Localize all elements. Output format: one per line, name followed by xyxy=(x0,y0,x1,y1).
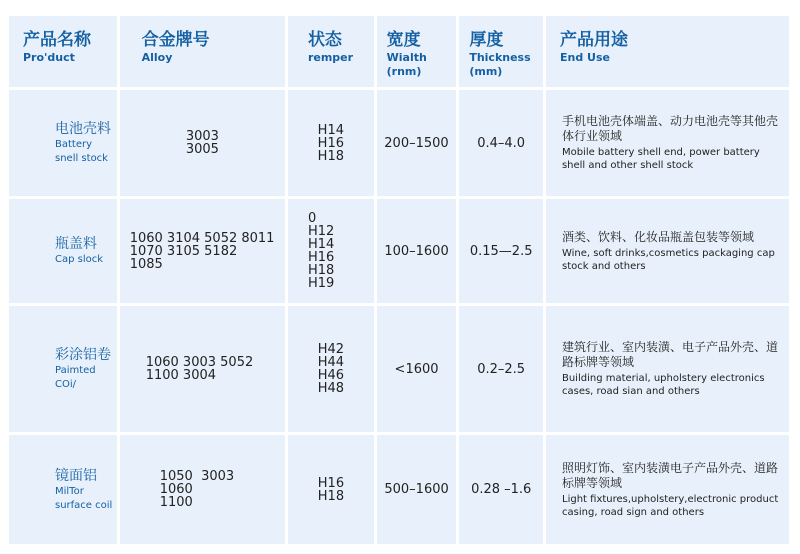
header-temper-zh: 状态 xyxy=(307,30,342,50)
header-thickness-en: Thickness xyxy=(469,51,531,64)
use-zh: 酒类、饮料、化妆品瓶盖包装等领域 xyxy=(561,229,754,244)
header-use-zh: 产品用途 xyxy=(560,30,628,50)
product-name-en: MilTor surface coil xyxy=(55,485,113,511)
header-thickness-zh: 厚度 xyxy=(469,30,504,50)
alloy-line: 3005 xyxy=(185,142,219,157)
alloy-cell xyxy=(120,435,285,544)
header-use xyxy=(546,16,789,87)
temper-line: H16 xyxy=(317,135,344,151)
thickness-value: 0.4–4.0 xyxy=(477,135,526,151)
thickness-cell xyxy=(459,435,543,544)
use-en: Wine, soft drinks,cosmetics packaging cap stock and others xyxy=(561,247,775,272)
temper-line: H18 xyxy=(317,148,344,164)
temper-line: H16 xyxy=(317,475,345,491)
table-row xyxy=(9,306,789,432)
temper-cell xyxy=(288,90,374,196)
alloy-cell xyxy=(120,306,285,432)
product-name-zh: 瓶盖料 xyxy=(55,236,97,252)
alloy-cell xyxy=(120,199,285,303)
header-temper xyxy=(288,16,374,87)
thickness-value: 0.2–2.5 xyxy=(477,361,526,377)
use-en: Light fixtures,upholstery,electronic product casing, road sign and others xyxy=(562,493,779,518)
header-product-zh: 产品名称 xyxy=(23,30,91,50)
use-zh: 照明灯饰、室内装潢电子产品外壳、道路标牌等领域 xyxy=(562,460,779,490)
thickness-value: 0.15—2.5 xyxy=(469,243,533,259)
header-width-en: Wialth xyxy=(386,51,427,64)
use-cell xyxy=(546,435,789,544)
width-cell xyxy=(377,199,457,303)
thickness-cell xyxy=(459,306,543,432)
width-cell xyxy=(377,90,457,196)
table-row xyxy=(9,90,789,196)
use-zh: 建筑行业、室内装潢、电子产品外壳、道路标牌等领域 xyxy=(561,340,778,369)
header-width-zh: 宽度 xyxy=(386,30,421,50)
header-width-unit: (rnm) xyxy=(386,65,422,78)
temper-line: H46 xyxy=(317,368,345,383)
product-cell xyxy=(9,306,117,432)
temper-cell xyxy=(288,435,374,544)
alloy-line: 1100 3004 xyxy=(145,368,217,383)
temper-line: H12 xyxy=(308,224,335,239)
use-en: Mobile battery shell end, power battery shell and other shell stock xyxy=(561,147,760,171)
product-cell xyxy=(9,90,117,196)
width-value: <1600 xyxy=(394,361,439,377)
temper-line: 0 xyxy=(308,211,317,226)
width-cell xyxy=(377,435,457,544)
table-header-row xyxy=(9,16,789,87)
temper-line: H14 xyxy=(308,237,335,252)
alloy-line: 3003 xyxy=(185,129,219,144)
product-cell xyxy=(9,199,117,303)
product-name-zh: 彩涂铝卷 xyxy=(55,347,111,363)
product-cell xyxy=(9,435,117,544)
alloy-line: 1070 3105 5182 xyxy=(129,243,238,259)
temper-line: H42 xyxy=(317,342,345,357)
temper-line: H16 xyxy=(308,250,335,265)
alloy-line: 1060 3104 5052 8011 xyxy=(129,230,275,246)
header-product-en: Pro'duct xyxy=(23,51,75,64)
header-alloy-zh: 合金牌号 xyxy=(141,30,210,50)
temper-line: H18 xyxy=(308,263,335,278)
thickness-cell xyxy=(459,199,543,303)
header-use-en: End Use xyxy=(560,51,610,64)
temper-line: H44 xyxy=(317,355,345,370)
table-row xyxy=(9,435,789,544)
width-value: 100–1600 xyxy=(384,243,449,259)
width-value: 200–1500 xyxy=(384,135,449,151)
temper-line: H18 xyxy=(317,488,345,504)
use-cell xyxy=(546,306,789,432)
product-name-zh: 镜面铝 xyxy=(55,467,97,484)
product-name-en: Cap slock xyxy=(55,254,104,265)
header-alloy xyxy=(120,16,285,87)
width-cell xyxy=(377,306,457,432)
header-width xyxy=(377,16,457,87)
temper-line: H48 xyxy=(317,381,345,396)
header-thickness-unit: (mm) xyxy=(469,65,503,78)
header-temper-en: remper xyxy=(307,51,354,64)
alloy-line: 1060 xyxy=(159,482,193,497)
use-zh: 手机电池壳体端盖、动力电池壳等其他壳体行业领域 xyxy=(561,114,778,143)
thickness-value: 0.28 –1.6 xyxy=(471,482,532,497)
header-thickness xyxy=(459,16,543,87)
header-alloy-en: Alloy xyxy=(141,51,173,64)
product-name-en: Battery snell stock xyxy=(55,139,108,164)
temper-cell xyxy=(288,306,374,432)
alloy-line: 1050 3003 xyxy=(159,469,235,484)
alloy-line: 1100 xyxy=(159,495,193,510)
header-product xyxy=(9,16,117,87)
product-spec-table xyxy=(9,16,789,544)
temper-line: H19 xyxy=(308,276,335,291)
table-row xyxy=(9,199,789,303)
use-en: Building material, upholstery electronics cases, road sian and others xyxy=(561,373,765,397)
use-cell xyxy=(546,90,789,196)
temper-cell xyxy=(288,199,374,303)
use-cell xyxy=(546,199,789,303)
alloy-line: 1085 xyxy=(129,256,163,272)
product-name-zh: 电池壳料 xyxy=(55,121,111,137)
temper-line: H14 xyxy=(317,122,344,138)
alloy-line: 1060 3003 5052 xyxy=(145,355,254,370)
thickness-cell xyxy=(459,90,543,196)
alloy-cell xyxy=(120,90,285,196)
product-name-en: Paimted COi/ xyxy=(55,365,96,390)
width-value: 500–1600 xyxy=(384,482,449,497)
